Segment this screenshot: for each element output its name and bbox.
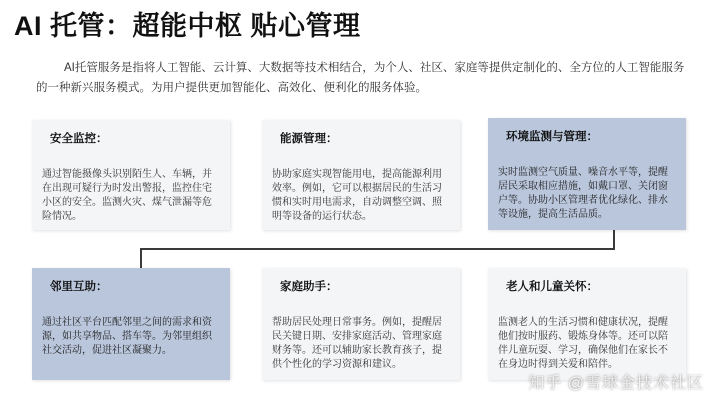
page-title: AI 托管：超能中枢 贴心管理 [14, 11, 361, 41]
card-title: 老人和儿童关怀： [506, 281, 598, 293]
watermark: 知乎 @雪球金技术社区 [528, 375, 704, 392]
card-security-monitoring [32, 120, 230, 230]
card-title: 能源管理： [280, 133, 338, 145]
card-energy-management [262, 120, 460, 230]
card-environment-monitoring [488, 118, 686, 230]
card-body: 监测老人的生活习惯和健康状况，提醒他们按时服药、锻炼身体等。还可以陪伴儿童玩耍、学习，确保他们在家长不在身边时得到关爱和陪伴。 [498, 317, 668, 370]
intro-paragraph: AI托管服务是指将人工智能、云计算、大数据等技术相结合，为个人、社区、家庭等提供定制化的、全方位的人工智能服务的一种新兴服务模式。为用户提供更加智能化、高效化、便利化的服务体验。 [36, 62, 685, 94]
card-body: 帮助居民处理日常事务。例如，提醒居民关键日期、安排家庭活动、管理家庭财务等。还可以辅助家长教育孩子，提供个性化的学习资源和建议。 [272, 317, 442, 370]
card-title: 安全监控： [50, 133, 108, 145]
card-family-assistant [262, 268, 460, 380]
card-neighbor-mutual-aid [32, 268, 230, 380]
connector-left-vertical [140, 248, 142, 268]
card-title: 邻里互助： [50, 281, 108, 293]
card-elderly-children-care [488, 268, 686, 380]
card-body: 通过智能摄像头识别陌生人、车辆，并在出现可疑行为时发出警报，监控住宅小区的安全。监测火灾、煤气泄漏等危险情况。 [42, 169, 212, 222]
connector-right-vertical [613, 230, 615, 250]
card-title: 家庭助手： [280, 281, 338, 293]
card-body: 协助家庭实现智能用电，提高能源利用效率。例如，它可以根据居民的生活习惯和实时用电需求，自动调整空调、照明等设备的运行状态。 [272, 169, 442, 222]
card-title: 环境监测与管理： [506, 131, 598, 143]
card-body: 实时监测空气质量、噪音水平等，提醒居民采取相应措施，如戴口罩、关闭窗户等。协助小区管理者优化绿化、排水等设施，提高生活品质。 [498, 167, 668, 220]
card-body: 通过社区平台匹配邻里之间的需求和资源，如共享物品、搭车等。为邻里组织社交活动，促进社区凝聚力。 [42, 317, 212, 356]
connector-horizontal [140, 248, 615, 250]
